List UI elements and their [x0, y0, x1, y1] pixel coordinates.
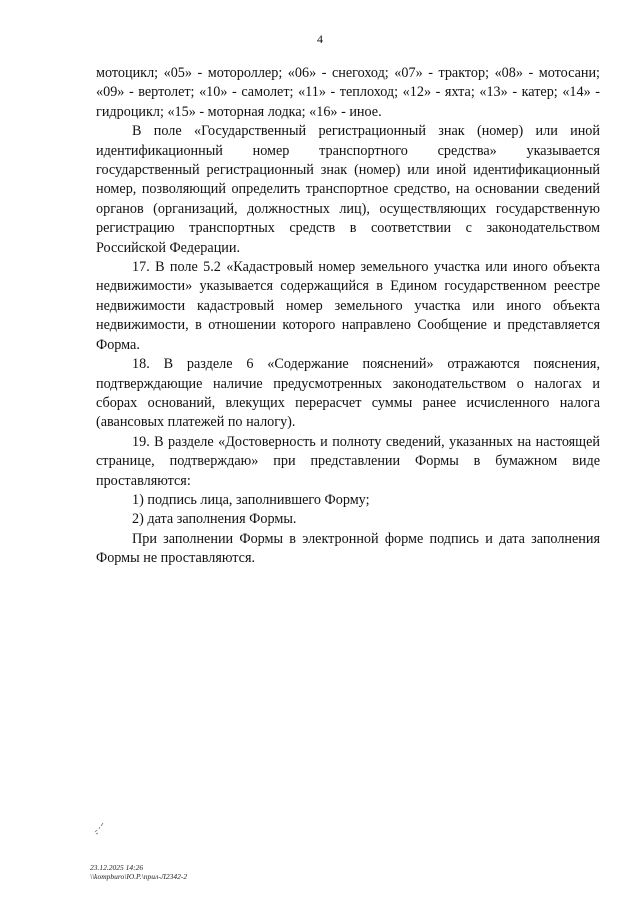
- paragraph-19-authenticity: 19. В разделе «Достоверность и полноту сведений, указанных на настоящей странице, подтверждаю» при представлении Формы в бумажном виде проставляются:: [96, 433, 600, 489]
- paragraph-17-cadastral-number: 17. В поле 5.2 «Кадастровый номер земельного участка или иного объекта недвижимости» указывается содержащийся в Едином государственном реестре недвижимости кадастровый номер земельного участка или иного объекта недвижимости, в отношении которого направлено Сообщение и представляется Форма.: [96, 259, 600, 353]
- footer-date: 23.12.2025 14:26: [90, 863, 144, 872]
- list-item-date: 2) дата заполнения Формы.: [132, 511, 297, 528]
- footer-file-path: \\kompburo\Ю.Р.\прил-Л2342-2: [90, 872, 188, 881]
- paragraph-18-explanations: 18. В разделе 6 «Содержание пояснений» отражаются пояснения, подтверждающие наличие предусмотренных законодательством о налогах и сборах оснований, влекущих перерасчет суммы ранее исчисленного налога (авансовых платежей по налогу).: [96, 356, 600, 431]
- paragraph-vehicle-codes-continued: мотоцикл; «05» - мотороллер; «06» - снегоход; «07» - трактор; «08» - мотосани; «09» - вертолет; «10» - самолет; «11» - теплоход; «12» - яхта; «13» - катер; «14» - гидроцикл; «15» - моторная лодка; «16» - иное.: [96, 65, 600, 120]
- paragraph-electronic-form: При заполнении Формы в электронной форме подпись и дата заполнения Формы не проставляются.: [96, 530, 600, 567]
- scan-mark-icon: [92, 820, 106, 836]
- paragraph-registration-number: В поле «Государственный регистрационный знак (номер) или иной идентификационный номер транспортного средства» указывается государственный регистрационный знак (номер) или иной идентификационный номер, позволяющий определить транспортное средство, на основании сведений органов (организаций, должностных лиц), осуществляющих государственную регистрацию транспортных средств в соответствии с законодательством Российской Федерации.: [96, 123, 600, 256]
- document-body: [96, 64, 600, 569]
- footer: [90, 863, 187, 881]
- list-item-signature: 1) подпись лица, заполнившего Форму;: [132, 491, 370, 508]
- page-number: 4: [317, 32, 323, 46]
